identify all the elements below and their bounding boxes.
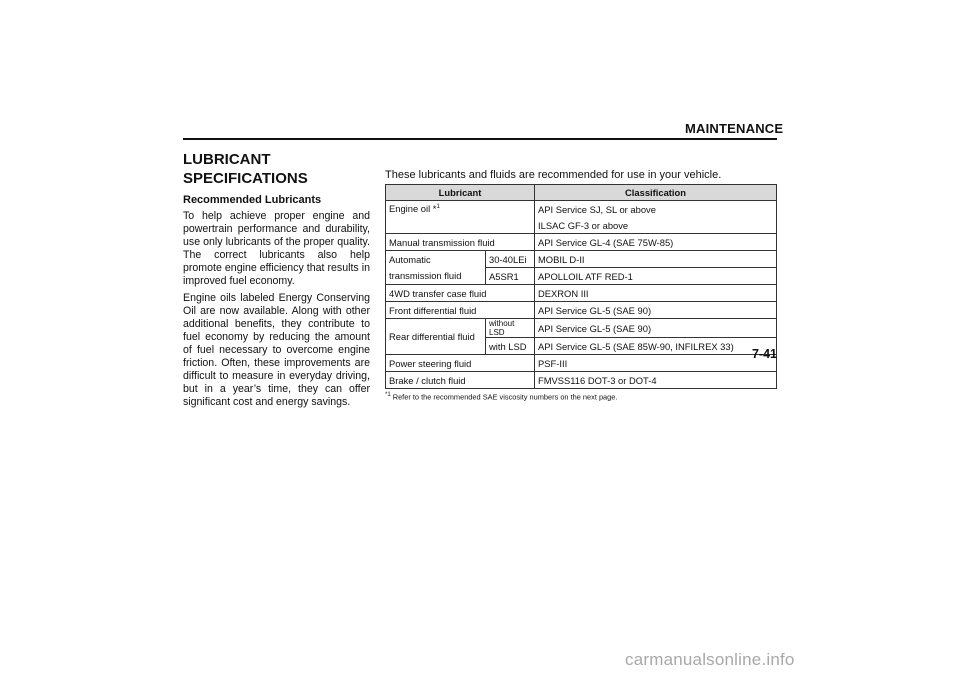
header-classification: Classification	[535, 185, 777, 201]
lubricant-table	[385, 184, 777, 389]
cell-transfer-case-class: DEXRON III	[535, 285, 777, 302]
cell-rear-sub2: with LSD	[486, 338, 535, 355]
cell-automatic-sub2-class: APOLLOIL ATF RED-1	[535, 268, 777, 285]
cell-brake-clutch: Brake / clutch fluid	[386, 372, 535, 389]
table-row	[386, 285, 777, 302]
section-title	[183, 150, 370, 188]
cell-automatic-sub2: A5SR1	[486, 268, 535, 285]
cell-manual-transmission: Manual transmission fluid	[386, 234, 535, 251]
cell-power-steering-class: PSF-III	[535, 355, 777, 372]
cell-manual-transmission-class: API Service GL-4 (SAE 75W-85)	[535, 234, 777, 251]
engine-oil-footnote-mark: 1	[436, 203, 440, 210]
paragraph-2: Engine oils labeled Energy Conserving Oil are now available. Along with other additional benefits, they contribute to fuel economy by reducing the amount of fuel necessary to overcome engine friction. Often, these improvements are difficult to measure in everyday driving, but in a year’s time, they can offer significant cost and energy savings.	[183, 291, 370, 409]
cell-front-differential: Front differential fluid	[386, 302, 535, 319]
subheading: Recommended Lubricants	[183, 194, 322, 206]
cell-rear-sub1-class: API Service GL-5 (SAE 90)	[535, 319, 777, 338]
table-row	[386, 355, 777, 372]
cell-front-differential-class: API Service GL-5 (SAE 90)	[535, 302, 777, 319]
cell-brake-clutch-class: FMVSS116 DOT-3 or DOT-4	[535, 372, 777, 389]
cell-engine-oil-class-1: API Service SJ, SL or above	[535, 201, 777, 218]
engine-oil-label: Engine oil *	[389, 203, 437, 214]
table-row	[386, 251, 777, 268]
footnote	[385, 392, 777, 401]
cell-automatic-line1: Automatic	[386, 251, 486, 268]
section-header: MAINTENANCE	[685, 121, 784, 136]
header-rule	[183, 138, 777, 140]
cell-power-steering: Power steering fluid	[386, 355, 535, 372]
section-title-line1: LUBRICANT	[183, 151, 271, 168]
section-title-line2: SPECIFICATIONS	[183, 170, 308, 187]
cell-engine-oil-class-2: ILSAC GF-3 or above	[535, 217, 777, 234]
footnote-mark: *1	[385, 392, 391, 398]
footnote-text: Refer to the recommended SAE viscosity numbers on the next page.	[390, 392, 618, 402]
cell-engine-oil	[386, 201, 535, 234]
cell-rear-sub2-class: API Service GL-5 (SAE 85W-90, INFILREX 33)	[535, 338, 777, 355]
table-row	[386, 302, 777, 319]
table-row	[386, 201, 777, 218]
cell-rear-sub1: without LSD	[486, 319, 535, 338]
table-row	[386, 372, 777, 389]
table-intro: These lubricants and fluids are recommended for use in your vehicle.	[385, 169, 722, 181]
page-number: 7-41	[751, 347, 777, 361]
table-header-row	[386, 185, 777, 201]
paragraph-1: To help achieve proper engine and powertrain performance and durability, use only lubricants of the proper quality. The correct lubricants also help promote engine efficiency that results in improved fuel economy.	[183, 210, 370, 288]
watermark: carmanualsonline.info	[625, 650, 795, 669]
cell-automatic-sub1-class: MOBIL D-II	[535, 251, 777, 268]
right-column	[385, 168, 777, 401]
cell-rear-differential: Rear differential fluid	[386, 319, 486, 355]
table-row	[386, 234, 777, 251]
left-column	[183, 150, 370, 412]
header-lubricant: Lubricant	[386, 185, 535, 201]
cell-automatic-line2: transmission fluid	[386, 268, 486, 285]
cell-automatic-sub1: 30-40LEi	[486, 251, 535, 268]
table-row	[386, 268, 777, 285]
table-row	[386, 319, 777, 338]
cell-transfer-case: 4WD transfer case fluid	[386, 285, 535, 302]
